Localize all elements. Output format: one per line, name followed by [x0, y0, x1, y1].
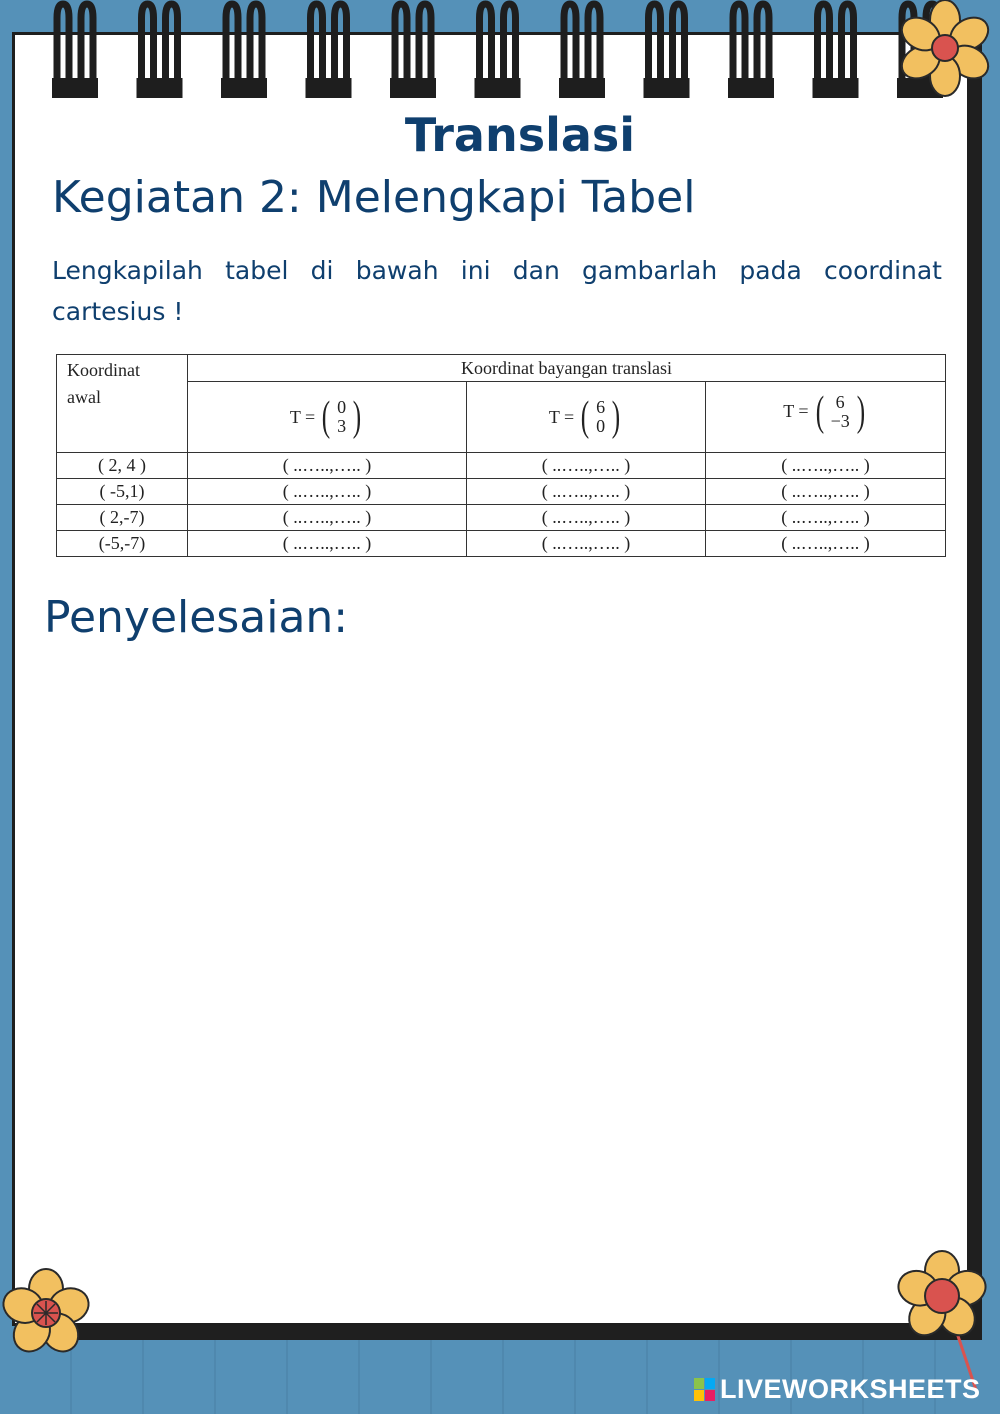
- instruction-text: Lengkapilah tabel di bawah ini dan gambarlah pada coordinat cartesius !: [52, 256, 942, 326]
- origin-cell: ( 2, 4 ): [57, 453, 188, 479]
- vector-top: 6: [596, 397, 606, 417]
- answer-heading: Penyelesaian:: [44, 592, 349, 643]
- answer-cell[interactable]: ( ..…..,….. ): [706, 453, 946, 479]
- table-row: [57, 505, 946, 531]
- t-label: T =: [289, 406, 316, 427]
- spiral-ring: [306, 4, 352, 98]
- t-label: T =: [783, 401, 809, 422]
- vector-top: 6: [835, 391, 845, 412]
- spiral-ring: [475, 4, 521, 98]
- liveworksheets-logo-icon: [694, 1378, 716, 1402]
- origin-cell: ( -5,1): [57, 479, 188, 505]
- header-left-line2: awal: [67, 387, 101, 407]
- translation-vector-1: T = ( 0 3 ): [188, 382, 467, 453]
- origin-cell: ( 2,-7): [57, 505, 188, 531]
- activity-subtitle: Kegiatan 2: Melengkapi Tabel: [52, 172, 696, 223]
- answer-cell[interactable]: ( ..…..,….. ): [467, 505, 706, 531]
- page-title: Translasi: [404, 108, 636, 162]
- header-initial-coordinates: [57, 355, 188, 453]
- spiral-binding: [0, 0, 1000, 110]
- spiral-ring: [559, 4, 605, 98]
- answer-cell[interactable]: ( ..…..,….. ): [188, 505, 467, 531]
- t-label: T =: [548, 406, 575, 427]
- spiral-ring: [52, 4, 98, 98]
- answer-cell[interactable]: ( ..…..,….. ): [467, 479, 706, 505]
- flower-top-right-icon: [890, 0, 1000, 110]
- answer-cell[interactable]: ( ..…..,….. ): [188, 453, 467, 479]
- flower-bottom-left-icon: [0, 1265, 100, 1365]
- translation-vector-3: T = ( 6 −3 ): [706, 382, 946, 453]
- vector-bottom: 0: [596, 416, 606, 436]
- spiral-ring: [644, 4, 690, 98]
- translation-vector-2: T = ( 6 0 ): [467, 382, 706, 453]
- spiral-ring: [137, 4, 183, 98]
- spiral-ring: [390, 4, 436, 98]
- liveworksheets-watermark: LIVEWORKSHEETS: [720, 1374, 981, 1404]
- translation-table: [56, 354, 946, 557]
- answer-cell[interactable]: ( ..…..,….. ): [188, 479, 467, 505]
- table-row: [57, 479, 946, 505]
- worksheet-page: [12, 32, 970, 1326]
- table-row: [57, 453, 946, 479]
- answer-cell[interactable]: ( ..…..,….. ): [467, 531, 706, 557]
- answer-cell[interactable]: ( ..…..,….. ): [706, 505, 946, 531]
- vector-bottom: −3: [830, 410, 850, 431]
- origin-cell: (-5,-7): [57, 531, 188, 557]
- answer-cell[interactable]: ( ..…..,….. ): [467, 453, 706, 479]
- spiral-ring: [728, 4, 774, 98]
- table-row: [57, 531, 946, 557]
- vector-top: 0: [337, 397, 347, 417]
- spiral-ring: [221, 4, 267, 98]
- spiral-ring: [813, 4, 859, 98]
- answer-cell[interactable]: ( ..…..,….. ): [188, 531, 467, 557]
- answer-cell[interactable]: ( ..…..,….. ): [706, 479, 946, 505]
- header-left-line1: Koordinat: [67, 360, 140, 380]
- answer-cell[interactable]: ( ..…..,….. ): [706, 531, 946, 557]
- vector-bottom: 3: [337, 416, 347, 436]
- header-image-coordinates: Koordinat bayangan translasi: [188, 355, 946, 382]
